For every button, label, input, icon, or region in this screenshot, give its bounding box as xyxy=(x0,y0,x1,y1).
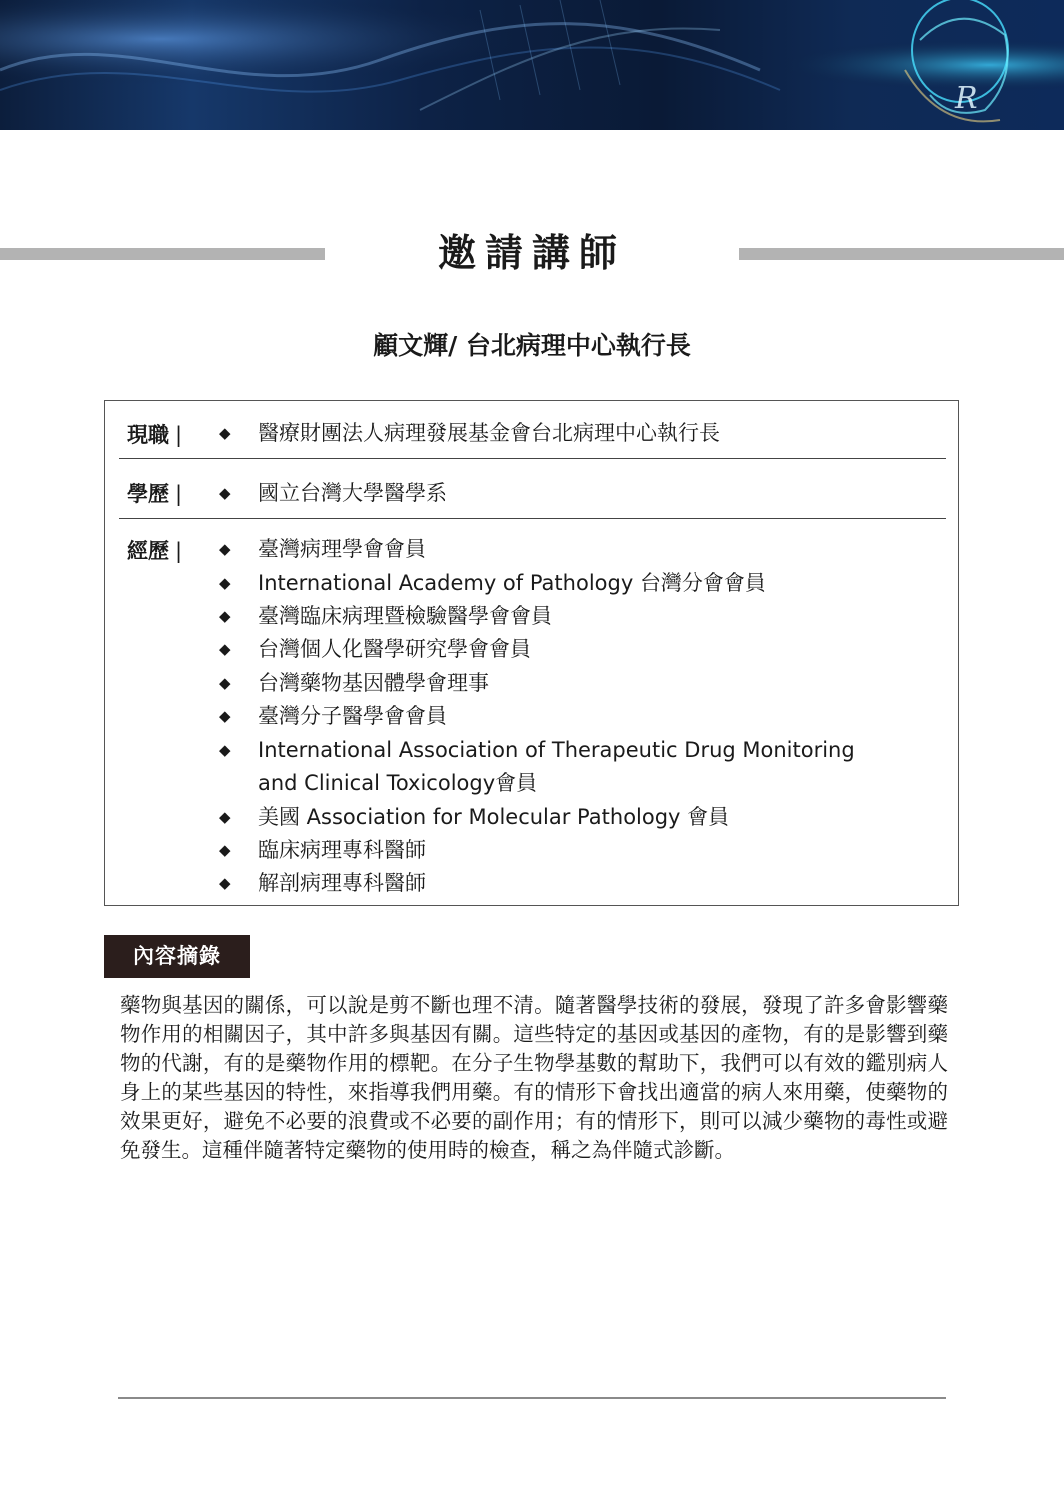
experience-item-continued: and Clinical Toxicology會員 xyxy=(258,771,538,795)
experience-label: 經歷 | xyxy=(127,539,183,563)
summary-heading: 內容摘錄 xyxy=(104,935,250,978)
bullet-icon: ◆ xyxy=(219,808,231,826)
experience-item: 臺灣臨床病理暨檢驗醫學會會員 xyxy=(258,604,552,628)
header-banner xyxy=(0,0,1064,130)
title-rule-right xyxy=(739,248,1064,260)
summary-body: 藥物與基因的關係，可以說是剪不斷也理不清。隨著醫學技術的發展，發現了許多會影響藥物作用的相關因子，其中許多與基因有關。這些特定的基因或基因的產物，有的是影響到藥物的代謝，有的是藥物作用的標靶。在分子生物學基數的幫助下，我們可以有效的鑑別病人身上的某些基因的特性，來指導我們用藥。有的情形下會找出適當的病人來用藥，使藥物的效果更好，避免不必要的浪費或不必要的副作用；有的情形下，則可以減少藥物的毒性或避免發生。這種伴隨著特定藥物的使用時的檢查，稱之為伴隨式診斷。 xyxy=(120,993,948,1162)
bullet-icon: ◆ xyxy=(219,540,231,558)
footer-rule xyxy=(118,1397,946,1399)
speaker-title: 顧文輝/ 台北病理中心執行長 xyxy=(373,331,691,360)
education-item: 國立台灣大學醫學系 xyxy=(258,481,447,505)
experience-item: 臺灣病理學會會員 xyxy=(258,537,426,561)
bullet-icon: ◆ xyxy=(219,741,231,759)
experience-item: International Association of Therapeutic Drug Monitoring xyxy=(258,738,855,762)
bullet-icon: ◆ xyxy=(219,484,231,502)
experience-item: 臨床病理專科醫師 xyxy=(258,838,426,862)
title-rule-left xyxy=(0,248,325,260)
bullet-icon: ◆ xyxy=(219,574,231,592)
experience-item: 台灣藥物基因體學會理事 xyxy=(258,671,489,695)
page-title: 邀請講師 xyxy=(437,231,626,275)
bullet-icon: ◆ xyxy=(219,874,231,892)
bullet-icon: ◆ xyxy=(219,607,231,625)
experience-item: 台灣個人化醫學研究學會會員 xyxy=(258,637,531,661)
experience-item: 解剖病理專科醫師 xyxy=(258,871,426,895)
bullet-icon: ◆ xyxy=(219,674,231,692)
current-position-label: 現職 | xyxy=(127,423,183,447)
bullet-icon: ◆ xyxy=(219,640,231,658)
education-label: 學歷 | xyxy=(127,482,183,506)
dna-brain-illustration xyxy=(0,0,1064,130)
bullet-icon: ◆ xyxy=(219,841,231,859)
row-divider xyxy=(119,518,946,519)
experience-item: 臺灣分子醫學會會員 xyxy=(258,704,447,728)
svg-text:R: R xyxy=(955,81,978,116)
bullet-icon: ◆ xyxy=(219,707,231,725)
current-position-item: 醫療財團法人病理發展基金會台北病理中心執行長 xyxy=(258,421,720,445)
experience-item: International Academy of Pathology 台灣分會會員 xyxy=(258,571,766,595)
row-divider xyxy=(119,458,946,459)
experience-item: 美國 Association for Molecular Pathology 會員 xyxy=(258,805,730,829)
speaker-profile-box xyxy=(104,400,959,906)
bullet-icon: ◆ xyxy=(219,424,231,442)
